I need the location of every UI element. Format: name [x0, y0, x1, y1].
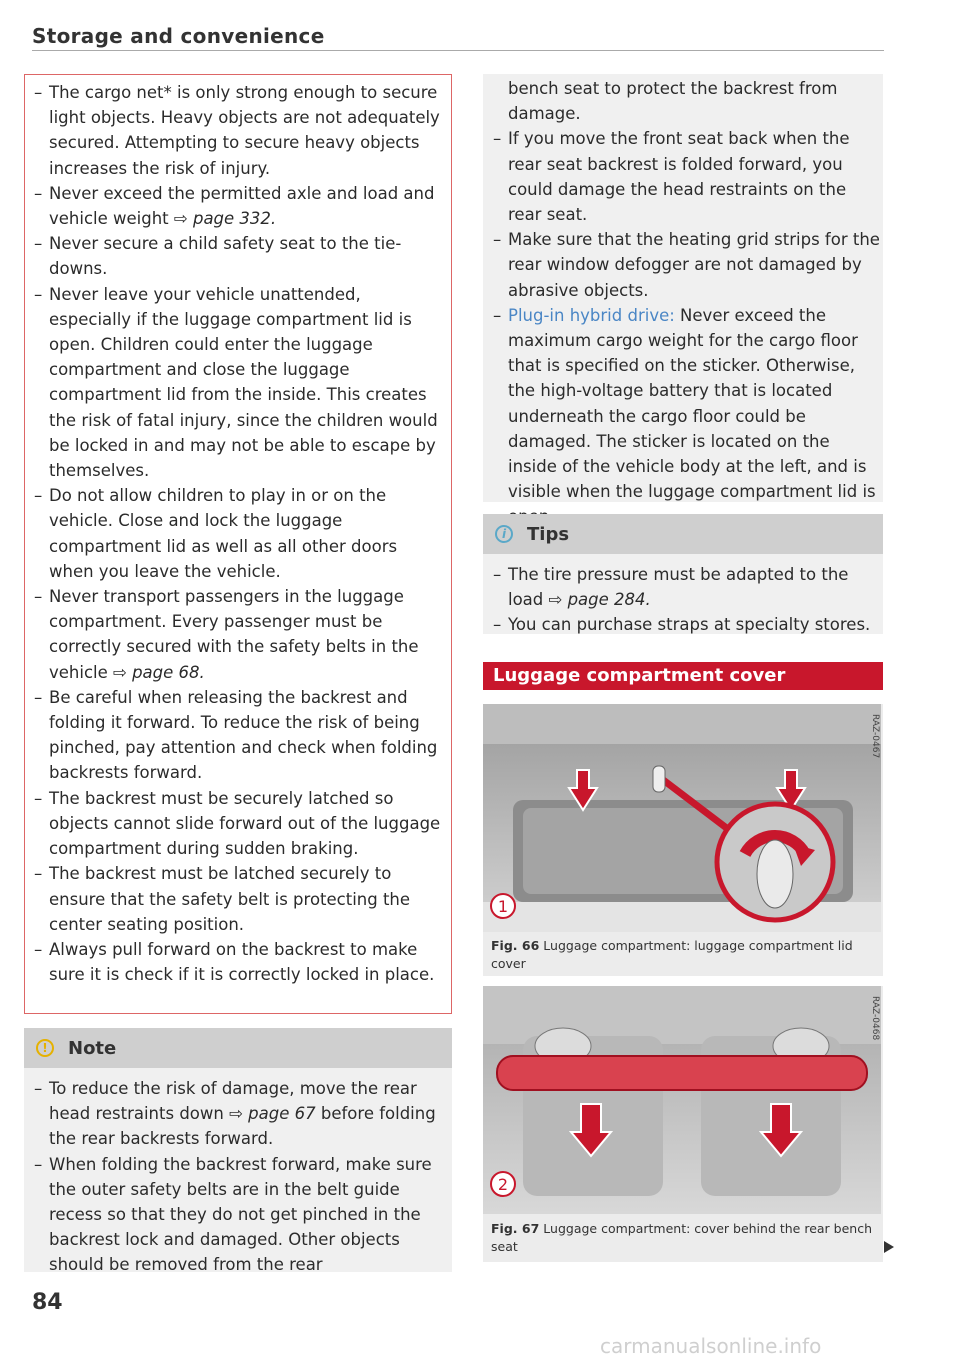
figure-66-caption-text: Luggage compartment: luggage compartment lid cover	[491, 938, 853, 971]
plugin-hybrid-label: Plug-in hybrid drive:	[508, 305, 675, 325]
warning-item	[24, 181, 444, 231]
warning-item: – Never leave your vehicle unattended, especially if the luggage compartment lid is open. Children could enter the luggage compartment and close the luggage compartment lid from the inside. This creates the risk of fatal injury, since the children would be locked in and may not be able to escape by themselves.	[24, 282, 444, 484]
warning-item	[24, 584, 444, 685]
tips-info-icon: i	[495, 525, 513, 543]
page-ref-link[interactable]: ⇨ page 332.	[173, 209, 277, 229]
figure-67-illustration	[483, 986, 881, 1214]
section-title: Luggage compartment cover	[483, 662, 883, 690]
tips-item: – You can purchase straps at specialty stores.	[483, 612, 883, 637]
note-item: – If you move the front seat back when the rear seat backrest is folded forward, you could damage the head restraints on the rear seat.	[483, 126, 883, 227]
fig66-detail-latch	[757, 840, 793, 908]
figure-66-illustration	[483, 704, 881, 932]
figure-67-caption	[491, 1220, 881, 1256]
note-item	[24, 1076, 452, 1152]
warning-item: – Do not allow children to play in or on the vehicle. Close and lock the luggage compartment lid as well as all other doors when you leave the vehicle.	[24, 483, 444, 584]
warning-item: – The backrest must be latched securely to ensure that the safety belt is protecting the center seating position.	[24, 861, 444, 937]
page-ref-link[interactable]: ⇨ page 67	[229, 1104, 316, 1124]
warning-item-text: Never exceed the permitted axle and load and vehicle weight	[49, 183, 435, 229]
warning-item: – Never secure a child safety seat to the tie-downs.	[24, 231, 444, 281]
page-number: 84	[32, 1290, 63, 1315]
note-continuation-box	[483, 74, 883, 502]
fig66-code: RAZ-0467	[870, 714, 880, 759]
note-item	[483, 303, 883, 530]
figure-66	[483, 704, 883, 976]
tips-heading	[483, 514, 883, 554]
fig66-latch	[653, 766, 665, 792]
header-divider	[32, 50, 884, 51]
fig67-marker-label: 2	[497, 1175, 509, 1194]
note-circle-icon: !	[36, 1039, 54, 1057]
warning-item: – The backrest must be securely latched so objects cannot slide forward out of the luggage compartment during sudden braking.	[24, 786, 444, 862]
note-box	[24, 1028, 452, 1275]
note-item: – When folding the backrest forward, make sure the outer safety belts are in the belt guide recess so that they do not get pinched in the backrest lock and damaged. Other objects should be removed from the rear	[24, 1152, 452, 1278]
figure-67-caption-text: Luggage compartment: cover behind the rear bench seat	[491, 1221, 873, 1254]
warning-list	[24, 80, 444, 987]
tips-item-text: The tire pressure must be adapted to the load	[508, 565, 849, 610]
fig67-code: RAZ-0468	[870, 996, 880, 1041]
note-item-text: To reduce the risk of damage, move the rear head restraints down	[49, 1079, 417, 1124]
fig66-rear-window	[483, 704, 881, 744]
tips-heading-label: Tips	[527, 523, 570, 545]
figure-67	[483, 986, 883, 1262]
page-header-title: Storage and convenience	[32, 24, 325, 48]
warning-item: – Always pull forward on the backrest to make sure it is check if it is correctly locked in place.	[24, 937, 444, 987]
note-list	[24, 1076, 452, 1278]
page-ref-link[interactable]: ⇨ page 284.	[548, 590, 651, 610]
tips-box	[483, 514, 883, 634]
fig66-floor	[483, 902, 881, 932]
note-item: – Make sure that the heating grid strips for the rear window defogger are not damaged by abrasive objects.	[483, 227, 883, 303]
figure-66-caption	[491, 937, 881, 973]
note-continuation-text: bench seat to protect the backrest from damage.	[508, 79, 838, 124]
fig67-cover	[497, 1056, 867, 1090]
note-item-text: Never exceed the maximum cargo weight for the cargo floor that is specified on the sticker. Otherwise, the high-voltage battery that is located underneath the cargo floor could be damaged. The sticker is located on the inside of the vehicle body at the left, and is visible when the luggage compartment lid is	[508, 305, 876, 502]
figure-66-number: Fig. 66	[491, 938, 540, 953]
fig66-marker-label: 1	[497, 897, 509, 916]
warning-item: – The cargo net* is only strong enough to secure light objects. Heavy objects are not adequately secured. Attempting to secure heavy objects increases the risk of injury.	[24, 80, 444, 181]
figure-67-number: Fig. 67	[491, 1221, 540, 1236]
page-ref-link[interactable]: ⇨ page 68.	[113, 662, 205, 682]
continue-arrow-icon	[884, 1241, 894, 1253]
note-item-text: before folding the rear backrests forward.	[49, 1104, 436, 1149]
warning-item: – Be careful when releasing the backrest and folding it forward. To reduce the risk of being pinched, pay attention and check when folding backrests forward.	[24, 685, 444, 786]
warning-item-text: Never transport passengers in the luggage compartment. Every passenger must be correctly secured with the safety belts in the vehicle	[49, 587, 419, 682]
note-heading-label: Note	[68, 1037, 117, 1059]
tips-item	[483, 562, 883, 612]
note-continuation-list	[483, 74, 883, 530]
watermark: carmanualsonline.info	[600, 1334, 822, 1358]
note-heading	[24, 1028, 452, 1068]
tips-list	[483, 562, 883, 638]
